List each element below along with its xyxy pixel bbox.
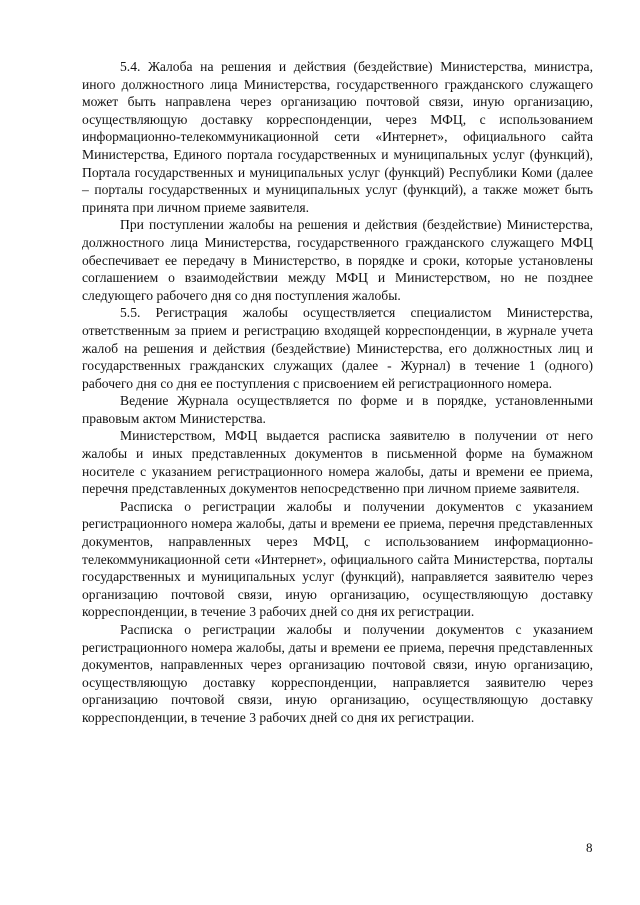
paragraph-5-4: 5.4. Жалоба на решения и действия (бездействие) Министерства, министра, иного должностного лица Министерства, государственного гражданского служащего может быть направлена через организацию почтовой связи, иную организацию, осуществляющую доставку корреспонденции, через МФЦ, с использованием информационно-телекоммуникационной сети «Интернет», официального сайта Министерства, Единого портала государственных и муниципальных услуг (функций), Портала государственных и муниципальных услуг (функций) Республики Коми (далее – порталы государственных и муниципальных услуг (функций), а также может быть принята при личном приеме заявителя. bbox=[82, 59, 593, 215]
paragraph-receipt-internet: Расписка о регистрации жалобы и получении документов с указанием регистрационного номера жалобы, даты и времени ее приема, перечня представленных документов, направленных через МФЦ, с использованием информационно-телекоммуникационной сети «Интернет», официального сайта Министерства, порталы государственных и муниципальных услуг (функций), направляется заявителю через организацию почтовой связи, иную организацию, осуществляющую доставку корреспонденции, в течение 3 рабочих дней со дня их регистрации. bbox=[82, 498, 593, 620]
document-body bbox=[82, 58, 593, 727]
paragraph-receipt-post: Расписка о регистрации жалобы и получении документов с указанием регистрационного номера жалобы, даты и времени ее приема, перечня представленных документов, направленных через организацию почтовой связи, иную организацию, осуществляющую доставку корреспонденции, направляется заявителю через организацию почтовой связи, иную организацию, осуществляющую доставку корреспонденции, в течение 3 рабочих дней со дня их регистрации. bbox=[82, 622, 593, 725]
paragraph-journal: Ведение Журнала осуществляется по форме и в порядке, установленными правовым актом Министерства. bbox=[82, 393, 593, 426]
paragraph-5-5: 5.5. Регистрация жалобы осуществляется специалистом Министерства, ответственным за прием и регистрацию входящей корреспонденции, в журнале учета жалоб на решения и действия (бездействие) Министерства, его должностных лиц и государственных гражданских служащих (далее - Журнал) в течение 1 (одного) рабочего дня со дня ее поступления с присвоением ей регистрационного номера. bbox=[82, 305, 593, 391]
page-number: 8 bbox=[586, 840, 593, 855]
paragraph-receipt-personal: Министерством, МФЦ выдается расписка заявителю в получении от него жалобы и иных представленных документов в письменной форме на бумажном носителе с указанием регистрационного номера жалобы, даты и времени ее приема, перечня представленных документов непосредственно при личном приеме заявителя. bbox=[82, 428, 593, 497]
paragraph-mfc-transfer: При поступлении жалобы на решения и действия (бездействие) Министерства, должностного лица Министерства, государственного гражданского служащего МФЦ обеспечивает ее передачу в Министерство, в порядке и сроки, которые установлены соглашением о взаимодействии между МФЦ и Министерством, но не позднее следующего рабочего дня со дня поступления жалобы. bbox=[82, 217, 593, 303]
